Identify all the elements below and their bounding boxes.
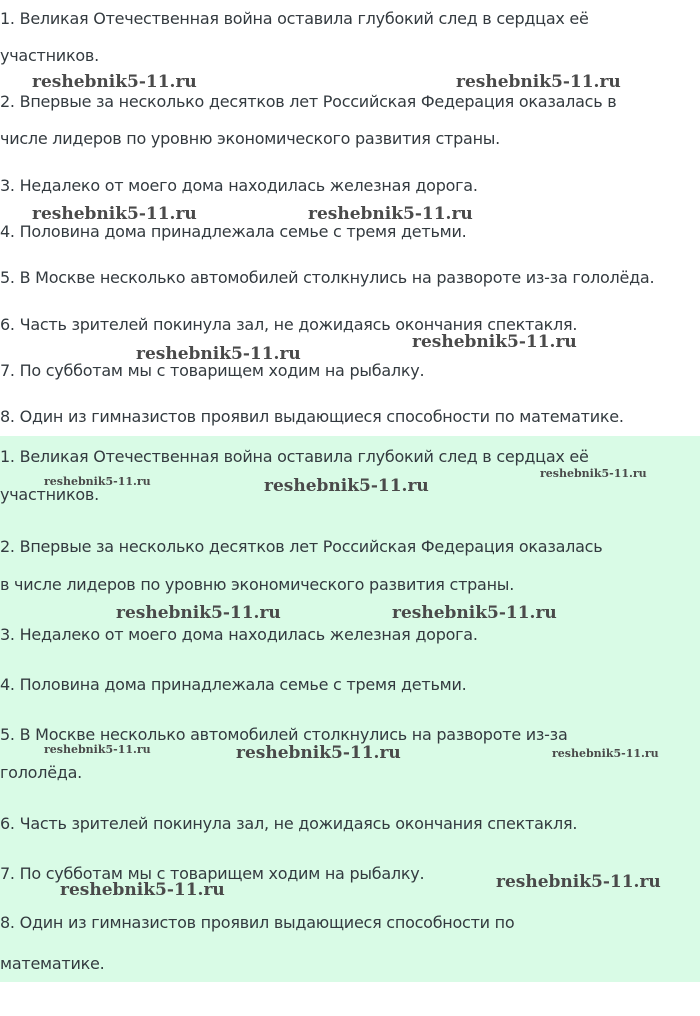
original-sentences-section (0, 0, 700, 436)
sentence-line: 1. Великая Отечественная война оставила глубокий след в сердцах её (0, 9, 589, 28)
sentence-line: гололёда. (0, 763, 82, 782)
watermark: reshebnik5-11.ru (412, 332, 577, 352)
sentence-line: 2. Впервые за несколько десятков лет Российская Федерация оказалась (0, 537, 603, 556)
watermark: reshebnik5-11.ru (552, 747, 659, 760)
watermark: reshebnik5-11.ru (308, 204, 473, 224)
watermark: reshebnik5-11.ru (136, 344, 301, 364)
sentence-line: 5. В Москве несколько автомобилей столкнулись на развороте из-за (0, 725, 568, 744)
sentence-line: участников. (0, 46, 99, 65)
watermark: reshebnik5-11.ru (496, 872, 661, 892)
sentence-line: 6. Часть зрителей покинула зал, не дожидаясь окончания спектакля. (0, 315, 578, 334)
sentence-line: участников. (0, 485, 99, 504)
watermark: reshebnik5-11.ru (540, 467, 647, 480)
watermark: reshebnik5-11.ru (236, 743, 401, 763)
watermark: reshebnik5-11.ru (60, 880, 225, 900)
sentence-line: в числе лидеров по уровню экономического развития страны. (0, 575, 515, 594)
sentence-line: 5. В Москве несколько автомобилей столкнулись на развороте из-за гололёда. (0, 268, 655, 287)
sentence-line: 4. Половина дома принадлежала семье с тремя детьми. (0, 222, 467, 241)
sentence-line: 8. Один из гимназистов проявил выдающиеся способности по математике. (0, 407, 624, 426)
sentence-line: числе лидеров по уровню экономического развития страны. (0, 129, 501, 148)
watermark: reshebnik5-11.ru (456, 72, 621, 92)
sentence-line: 2. Впервые за несколько десятков лет Российская Федерация оказалась в (0, 92, 617, 111)
sentence-line: 4. Половина дома принадлежала семье с тремя детьми. (0, 675, 467, 694)
sentence-line: 7. По субботам мы с товарищем ходим на рыбалку. (0, 864, 425, 883)
answer-sentences-section (0, 436, 700, 982)
watermark: reshebnik5-11.ru (264, 476, 429, 496)
watermark: reshebnik5-11.ru (32, 204, 197, 224)
sentence-line: 7. По субботам мы с товарищем ходим на рыбалку. (0, 361, 425, 380)
watermark: reshebnik5-11.ru (44, 743, 151, 756)
watermark: reshebnik5-11.ru (32, 72, 197, 92)
sentence-line: математике. (0, 954, 105, 973)
sentence-line: 3. Недалеко от моего дома находилась железная дорога. (0, 625, 478, 644)
watermark: reshebnik5-11.ru (116, 603, 281, 623)
watermark: reshebnik5-11.ru (392, 603, 557, 623)
sentence-line: 6. Часть зрителей покинула зал, не дожидаясь окончания спектакля. (0, 814, 578, 833)
sentence-line: 3. Недалеко от моего дома находилась железная дорога. (0, 176, 478, 195)
watermark: reshebnik5-11.ru (44, 475, 151, 488)
sentence-line: 8. Один из гимназистов проявил выдающиеся способности по (0, 913, 515, 932)
sentence-line: 1. Великая Отечественная война оставила глубокий след в сердцах её (0, 447, 589, 466)
